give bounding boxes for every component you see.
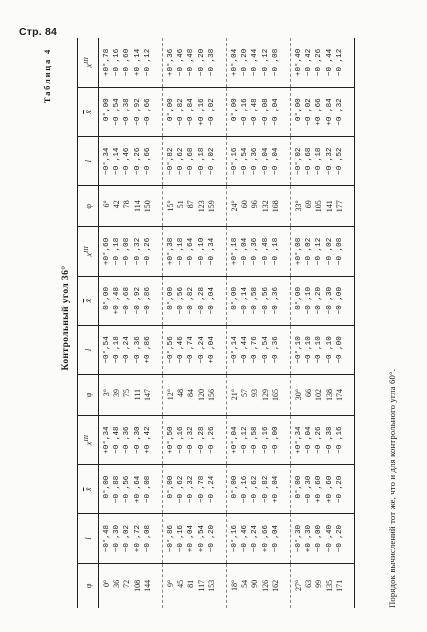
value-stack-phi: 21° 57 93 129 165: [230, 388, 280, 401]
column-header-x3: $x^{III}$: [78, 227, 99, 276]
column-header-l: l: [78, 137, 99, 186]
column-header-x3: $x^{III}$: [78, 415, 99, 464]
value-stack-x3: +0°,50 −0 ,16 −0 ,32 −0 ,28 −0 ,26: [167, 426, 216, 454]
rotated-page-content: [15, 38, 407, 608]
cell-x3: [99, 227, 163, 276]
value-stack-x3: +0°,18 −0 ,04 −0 ,36 −0 ,48 −0 ,18: [231, 237, 280, 266]
cell-xbar: [291, 87, 355, 136]
column-header-l: l: [78, 514, 99, 563]
value-stack-l: −0°,48 −0 ,30 −0 ,02 +0 ,72 −0 ,08: [103, 524, 152, 553]
value-stack-x3: +0°,04 −0 ,20 −0 ,44 −0 ,12 −0 ,08: [231, 48, 280, 77]
value-stack-x3: +0°,36 −0 ,46 −0 ,48 −0 ,20 −0 ,38: [167, 48, 216, 77]
value-stack-phi: 3° 39 75 111 147: [102, 388, 152, 401]
table-row-group: [227, 38, 291, 608]
value-stack-x3: +0°,34 −0 ,48 −0 ,36 −0 ,30 +0 ,42: [103, 426, 152, 454]
cell-l: [291, 514, 355, 563]
footnote: Порядок вычислений тот же, что и для контрольного угла 60°.: [387, 369, 397, 608]
column-header-xbar: x̄: [78, 276, 99, 325]
cell-phi: [227, 374, 291, 415]
cell-phi: [99, 374, 163, 415]
value-stack-xbar: 0°,00 −0 ,56 −0 ,82 −0 ,28 −0 ,04: [167, 286, 216, 315]
table-row-group: [291, 38, 355, 608]
value-stack-phi: 30° 66 102 138 174: [294, 388, 344, 401]
cell-l: [227, 325, 291, 374]
page-number: Стр. 84: [19, 26, 58, 38]
cell-xbar: [163, 87, 227, 136]
value-stack-x3: +0°,40 −0 ,42 −0 ,26 −0 ,44 −0 ,12: [295, 48, 344, 77]
cell-x3: [163, 38, 227, 87]
value-stack-xbar: 0°,00 −0 ,30 +0 ,60 +0 ,60 −0 ,20: [295, 475, 344, 503]
value-stack-phi: 6° 42 78 114 150: [102, 200, 152, 213]
cell-x3: [227, 415, 291, 464]
value-stack-l: −0°,34 −0 ,14 −0 ,46 −0 ,26 −0 ,66: [103, 147, 152, 175]
value-stack-x3: +0°,34 −0 ,04 −0 ,26 −0 ,38 −0 ,16: [295, 426, 344, 454]
cell-phi: [163, 374, 227, 415]
cell-phi: [163, 563, 227, 608]
value-stack-l: −0°,56 −0 ,46 −0 ,74 −0 ,24 +0 ,04: [167, 336, 216, 364]
column-header-x3: $x^{III}$: [78, 38, 99, 87]
column-header-l: l: [78, 325, 99, 374]
value-stack-phi: 9° 45 81 117 153: [166, 579, 216, 592]
value-stack-x3: +0°,78 −0 ,16 −0 ,60 +0 ,14 −0 ,12: [103, 48, 152, 77]
value-stack-phi: 12° 48 84 120 156: [166, 388, 216, 401]
value-stack-xbar: 0°,00 −0 ,14 −0 ,58 −0 ,56 −0 ,36: [231, 286, 280, 315]
value-stack-l: −0°,10 −0 ,10 −0 ,10 −0 ,10 −0 ,00: [295, 336, 344, 364]
value-stack-l: −0°,86 −0 ,16 +0 ,04 +0 ,54 −0 ,20: [167, 524, 216, 553]
value-stack-xbar: 0°,00 −0 ,16 −0 ,48 −0 ,08 −0 ,04: [231, 98, 280, 126]
cell-l: [227, 514, 291, 563]
value-stack-xbar: 0°,00 +0 ,48 −0 ,68 −0 ,92 −0 ,86: [103, 286, 152, 315]
value-stack-x3: +0°,38 −0 ,18 −0 ,64 −0 ,10 −0 ,34: [167, 237, 216, 266]
value-stack-phi: 33° 69 105 141 177: [294, 200, 344, 213]
column-header-phi: φ: [78, 186, 99, 227]
table-row-group: [99, 38, 163, 608]
cell-xbar: [227, 87, 291, 136]
cell-phi: [99, 186, 163, 227]
cell-x3: [163, 227, 227, 276]
cell-xbar: [163, 276, 227, 325]
cell-x3: [291, 38, 355, 87]
value-stack-l: −0°,16 −0 ,46 −0 ,24 +0 ,66 −0 ,04: [231, 524, 280, 553]
column-header-phi: φ: [78, 563, 99, 608]
value-stack-xbar: 0°,00 −0 ,88 −0 ,56 +0 ,64 −0 ,08: [103, 475, 152, 503]
cell-xbar: [291, 276, 355, 325]
cell-xbar: [291, 465, 355, 514]
cell-phi: [291, 186, 355, 227]
cell-l: [163, 325, 227, 374]
group-header: Контрольный угол 36°: [61, 265, 71, 371]
table-header-row: [78, 38, 99, 608]
value-stack-l: −0°,02 −0 ,68 −0 ,18 −0 ,32 −0 ,52: [295, 147, 344, 175]
value-stack-phi: 0° 36 72 108 144: [102, 579, 152, 592]
value-stack-xbar: 0°,00 −0 ,54 −0 ,38 −0 ,92 −0 ,66: [103, 98, 152, 126]
value-stack-phi: 18° 54 90 126 162: [230, 579, 280, 592]
value-stack-l: −0°,16 −0 ,54 −0 ,36 −0 ,04 −0 ,04: [231, 147, 280, 175]
table-label: Таблица 4: [42, 48, 52, 104]
cell-x3: [163, 415, 227, 464]
cell-xbar: [227, 465, 291, 514]
cell-phi: [227, 186, 291, 227]
value-stack-xbar: 0°,00 −0 ,82 −0 ,84 +0 ,16 −0 ,02: [167, 98, 216, 126]
cell-x3: [227, 38, 291, 87]
value-stack-x3: +0°,04 −0 ,12 −0 ,58 −0 ,16 −0 ,00: [231, 426, 280, 454]
cell-phi: [291, 563, 355, 608]
cell-phi: [291, 374, 355, 415]
value-stack-xbar: 0°,00 −0 ,16 −0 ,62 −0 ,82 +0 ,04: [231, 475, 280, 503]
value-stack-l: −0°,54 −0 ,18 −0 ,24 −0 ,36 +0 ,86: [103, 336, 152, 364]
cell-xbar: [227, 276, 291, 325]
value-stack-x3: +0°,60 −0 ,18 −0 ,08 −0 ,32 −0 ,26: [103, 237, 152, 266]
column-header-xbar: x̄: [78, 87, 99, 136]
column-header-xbar: x̄: [78, 465, 99, 514]
cell-x3: [227, 227, 291, 276]
cell-l: [99, 137, 163, 186]
data-table: [77, 38, 355, 608]
cell-x3: [291, 227, 355, 276]
value-stack-phi: 15° 51 87 123 159: [166, 200, 216, 213]
column-header-phi: φ: [78, 374, 99, 415]
cell-l: [163, 514, 227, 563]
cell-l: [227, 137, 291, 186]
value-stack-l: −0°,30 +0 ,30 −0 ,00 −0 ,40 −0 ,20: [295, 524, 344, 553]
cell-xbar: [99, 87, 163, 136]
cell-x3: [291, 415, 355, 464]
cell-l: [99, 514, 163, 563]
value-stack-phi: 24° 60 96 132 168: [230, 200, 280, 213]
cell-xbar: [163, 465, 227, 514]
cell-l: [291, 325, 355, 374]
value-stack-phi: 27° 63 99 135 171: [294, 579, 344, 592]
table-row-group: [163, 38, 227, 608]
cell-x3: [99, 415, 163, 464]
cell-xbar: [99, 276, 163, 325]
cell-phi: [227, 563, 291, 608]
value-stack-xbar: 0°,00 −0 ,10 −0 ,20 −0 ,30 −0 ,00: [295, 286, 344, 315]
value-stack-l: −0°,14 −0 ,44 −0 ,76 −0 ,54 −0 ,36: [231, 336, 280, 364]
cell-l: [99, 325, 163, 374]
cell-l: [291, 137, 355, 186]
value-stack-x3: +0°,08 −0 ,02 −0 ,12 −0 ,02 −0 ,08: [295, 237, 344, 266]
cell-phi: [163, 186, 227, 227]
cell-xbar: [99, 465, 163, 514]
cell-l: [163, 137, 227, 186]
value-stack-xbar: 0°,00 −0 ,02 +0 ,66 +0 ,84 −0 ,32: [295, 98, 344, 126]
cell-phi: [99, 563, 163, 608]
cell-x3: [99, 38, 163, 87]
value-stack-xbar: 0°,00 −0 ,62 −0 ,32 −0 ,78 −0 ,24: [167, 475, 216, 503]
value-stack-l: −0°,82 −0 ,62 −0 ,68 −0 ,18 −0 ,02: [167, 147, 216, 175]
